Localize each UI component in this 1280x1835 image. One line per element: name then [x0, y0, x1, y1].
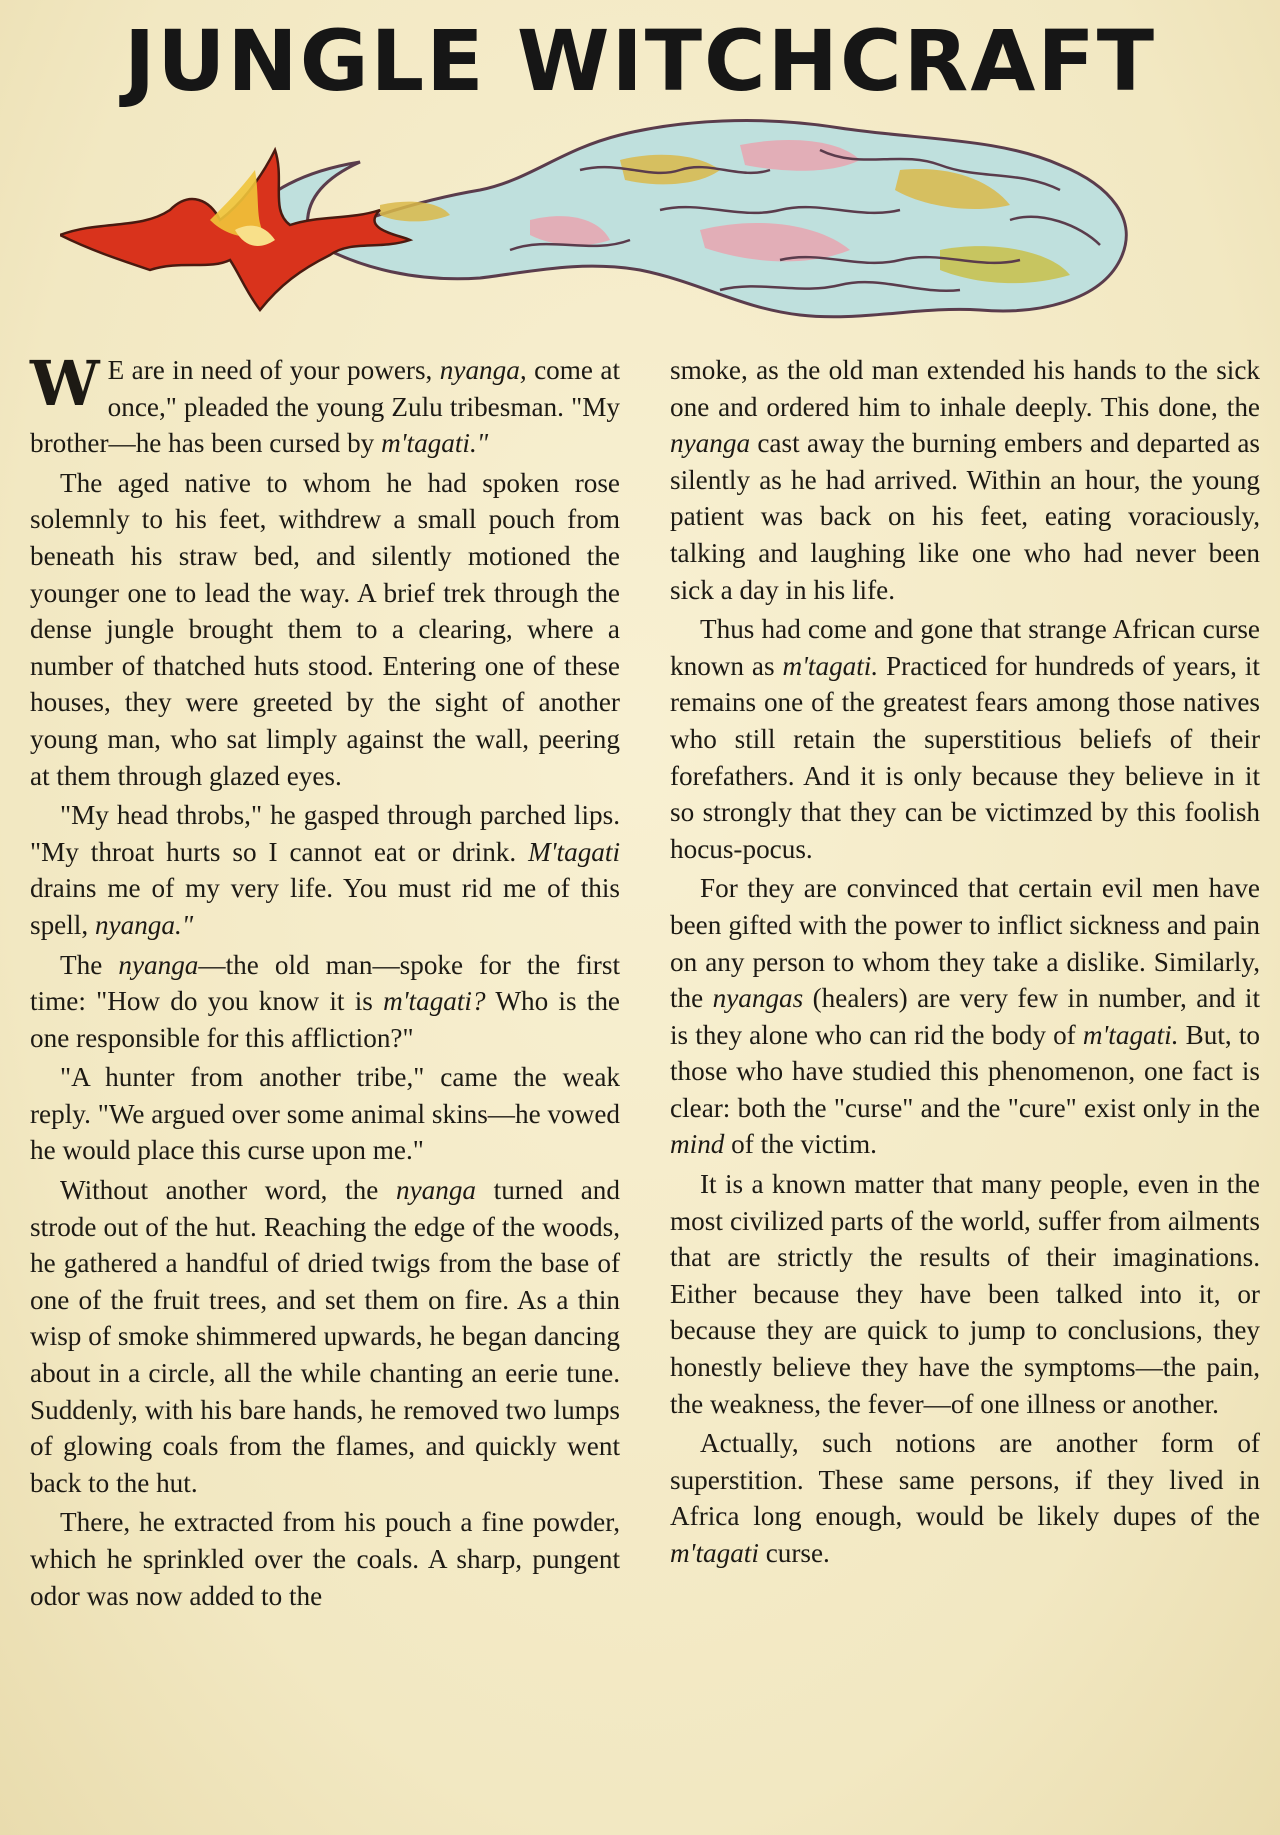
paragraph: [30, 947, 620, 1057]
drop-cap: W: [30, 347, 100, 420]
text-run: cast away the burning embers and departed as silently as he had arrived. Within an hour, the young patient was back on his feet, eating voraciously, talking and laughing like one who had never been sick a day in his life.: [670, 428, 1260, 605]
italic-term: nyanga,: [439, 355, 527, 385]
text-run: curse.: [758, 1538, 830, 1568]
text-run: For they are convinced that certain evil men have been gifted with the power to inflict sickness and pain on any person to whom they take a dislike. Similarly, the: [670, 873, 1260, 1014]
paragraph: [670, 611, 1260, 867]
text-run: E are in need of your powers,: [107, 355, 440, 385]
italic-term: mind: [670, 1129, 725, 1160]
right-column: [670, 352, 1260, 1575]
text-run: come at once," pleaded the young Zulu tribesman. "My brother—he has been cursed by: [30, 355, 620, 459]
paragraph: [30, 1172, 620, 1501]
text-run: "My head throbs," he gasped through parched lips. "My throat hurts so I cannot eat or drink.: [30, 800, 620, 867]
text-run: of the victim.: [724, 1129, 877, 1160]
paragraph: The aged native to whom he had spoken rose solemnly to his feet, withdrew a small pouch from beneath his straw bed, and silently motioned the younger one to lead the way. A brief trek through the dense jungle brought them to a clearing, where a number of thatched huts stood. Entering one of these houses, they were greeted by the sight of another young man, who sat limply against the wall, peering at them through glazed eyes.: [30, 467, 620, 791]
page-title: JUNGLE WITCHCRAFT: [123, 12, 1157, 110]
text-run: smoke, as the old man extended his hands to the sick one and ordered him to inhale deeply. This done, the: [670, 355, 1260, 422]
italic-term: m'tagati: [670, 1538, 759, 1568]
paragraph: [30, 797, 620, 943]
text-run: But, to those who have studied this phenomenon, one fact is clear: both the "curse" and the "cure" exist only in the: [670, 1019, 1260, 1123]
italic-term: m'tagati.": [381, 428, 489, 459]
text-run: Thus had come and gone that strange African curse known as: [670, 614, 1260, 681]
paragraph: It is a known matter that many people, even in the most civilized parts of the world, suffer from ailments that are strictly the results of their imaginations. Either because they have been talked into it, or because they are quick to jump to conclusions, they honestly believe they have the symptoms—the pain, the weakness, the fever—of one illness or another.: [670, 1169, 1260, 1419]
text-run: Actually, such notions are another form of superstition. These same persons, if they lived in Africa long enough, would be likely dupes of the: [670, 1428, 1260, 1532]
text-run: (healers) are very few in number, and it is they alone who can rid the body of: [670, 983, 1260, 1050]
text-run: Practiced for hundreds of years, it remains one of the greatest fears among those natives who still retain the superstitious beliefs of their forefathers. And it is only because they believe in it so strongly that they can be victimzed by this foolish hocus-pocus.: [670, 650, 1260, 864]
paragraph: "A hunter from another tribe," came the weak reply. "We argued over some animal skins—he vowed he would place this curse upon me.": [30, 1062, 620, 1166]
italic-term: m'tagati.: [1082, 1019, 1179, 1050]
italic-term: m'tagati.: [782, 650, 879, 681]
text-run: The: [60, 949, 119, 980]
text-run: Without another word, the: [60, 1175, 396, 1206]
italic-term: nyanga.": [94, 909, 194, 940]
smoke-genie-illustration: [60, 110, 1240, 345]
paragraph: There, he extracted from his pouch a fine powder, which he sprinkled over the coals. A sharp, pungent odor was now added to the: [30, 1507, 620, 1611]
italic-term: nyanga: [670, 428, 751, 459]
text-run: turned and strode out of the hut. Reaching the edge of the woods, he gathered a handful of dried twigs from the base of one of the fruit trees, and set them on fire. As a thin wisp of smoke shimmered upwards, he began dancing about in a circle, all the while chanting an eerie tune. Suddenly, with his bare hands, he removed two lumps of glowing coals from the flames, and quickly went back to the hut.: [30, 1175, 620, 1498]
italic-term: nyangas: [712, 983, 804, 1014]
italic-term: M'tagati: [528, 836, 620, 867]
paragraph: [670, 870, 1260, 1163]
paragraph: [30, 347, 620, 462]
left-column: [30, 347, 620, 1617]
text-run: Who is the one responsible for this affliction?": [30, 986, 620, 1053]
italic-term: nyanga: [118, 949, 199, 980]
text-run: —the old man—spoke for the first time: "How do you know it is: [30, 949, 620, 1017]
text-run: drains me of my very life. You must rid me of this spell,: [30, 873, 620, 940]
paragraph: [670, 352, 1260, 608]
italic-term: nyanga: [395, 1175, 477, 1206]
italic-term: m'tagati?: [383, 986, 486, 1017]
paragraph: [670, 1425, 1260, 1571]
